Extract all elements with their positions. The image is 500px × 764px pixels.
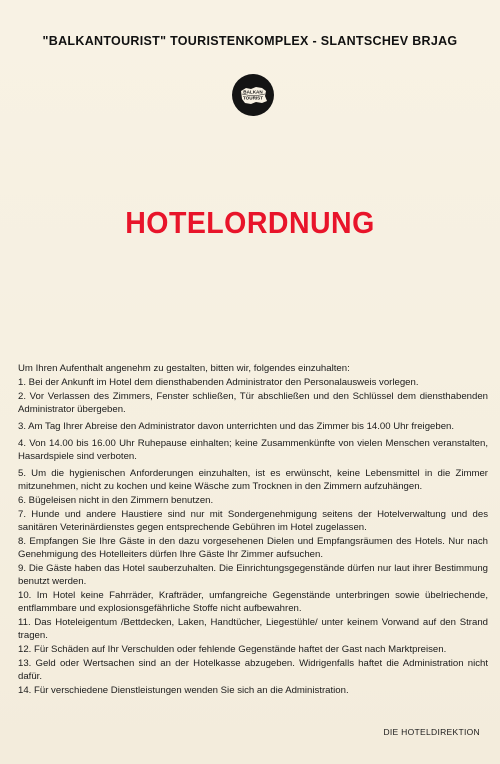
rules-body bbox=[18, 362, 488, 698]
intro-text: Um Ihren Aufenthalt angenehm zu gestalten, bitten wir, folgendes einzuhalten: bbox=[18, 363, 350, 374]
rule-item: 3. Am Tag Ihrer Abreise den Administrator davon unterrichten und das Zimmer bis 14.00 Uhr freigeben. bbox=[18, 421, 455, 432]
signature: DIE HOTELDIREKTION bbox=[383, 727, 480, 737]
rule-item: 13. Geld oder Wertsachen sind an der Hotelkasse abzugeben. Widrigenfalls haftet die Administration nicht dafür. bbox=[18, 658, 488, 682]
rule-item: 10. Im Hotel keine Fahrräder, Krafträder, umfangreiche Gegenstände unterbringen sowie übelriechende, entflammbare und explosionsgefährliche Stoffe nicht aufbewahren. bbox=[18, 590, 488, 614]
rule-item: 1. Bei der Ankunft im Hotel dem diensthabenden Administrator den Personalausweis vorlegen. bbox=[18, 377, 419, 388]
rule-item: 8. Empfangen Sie Ihre Gäste in den dazu vorgesehenen Dielen und Empfangsräumen des Hotels. Nur nach Genehmigung des Hotelleiters dürfen Ihre Gäste Ihr Zimmer aufsuchen. bbox=[18, 536, 488, 560]
balkantourist-logo bbox=[232, 74, 274, 116]
rule-item: 7. Hunde und andere Haustiere sind nur mit Sondergenehmigung seitens der Hotelverwaltung und des sanitären Veterinärdienstes gegen entsprechende Gebühren im Hotel zugelassen. bbox=[18, 509, 488, 533]
rule-item: 11. Das Hoteleigentum /Bettdecken, Laken, Handtücher, Liegestühle/ unter keinem Vorwand auf den Strand tragen. bbox=[18, 617, 488, 641]
rule-item: 4. Von 14.00 bis 16.00 Uhr Ruhepause einhalten; keine Zusammenkünfte von vielen Menschen veranstalten, Hasardspiele sind verboten. bbox=[18, 438, 488, 462]
rule-item: 5. Um die hygienischen Anforderungen einzuhalten, ist es erwünscht, keine Lebensmittel in die Zimmer mitzunehmen, nicht zu kochen und keine Wäsche zum Trocknen in den Zimmern aufzuhängen. bbox=[18, 468, 488, 492]
company-header: "BALKANTOURIST" TOURISTENKOMPLEX - SLANTSCHEV BRJAG bbox=[42, 34, 458, 48]
svg-text:BALKAN: BALKAN bbox=[243, 89, 263, 95]
page-title: HOTELORDNUNG bbox=[125, 205, 375, 240]
svg-text:TOURIST: TOURIST bbox=[242, 95, 264, 101]
rule-item: 9. Die Gäste haben das Hotel sauberzuhalten. Die Einrichtungsgegenstände dürfen nur laut ihrer Bestimmung benutzt werden. bbox=[18, 563, 488, 587]
rule-item: 12. Für Schäden auf Ihr Verschulden oder fehlende Gegenstände haftet der Gast nach Marktpreisen. bbox=[18, 644, 447, 655]
rule-item: 2. Vor Verlassen des Zimmers, Fenster schließen, Tür abschließen und den Schlüssel dem diensthabenden Administrator übergeben. bbox=[18, 391, 488, 415]
logo-emblem-icon bbox=[232, 74, 274, 116]
rule-item: 14. Für verschiedene Dienstleistungen wenden Sie sich an die Administration. bbox=[18, 685, 349, 696]
rule-item: 6. Bügeleisen nicht in den Zimmern benutzen. bbox=[18, 495, 214, 506]
